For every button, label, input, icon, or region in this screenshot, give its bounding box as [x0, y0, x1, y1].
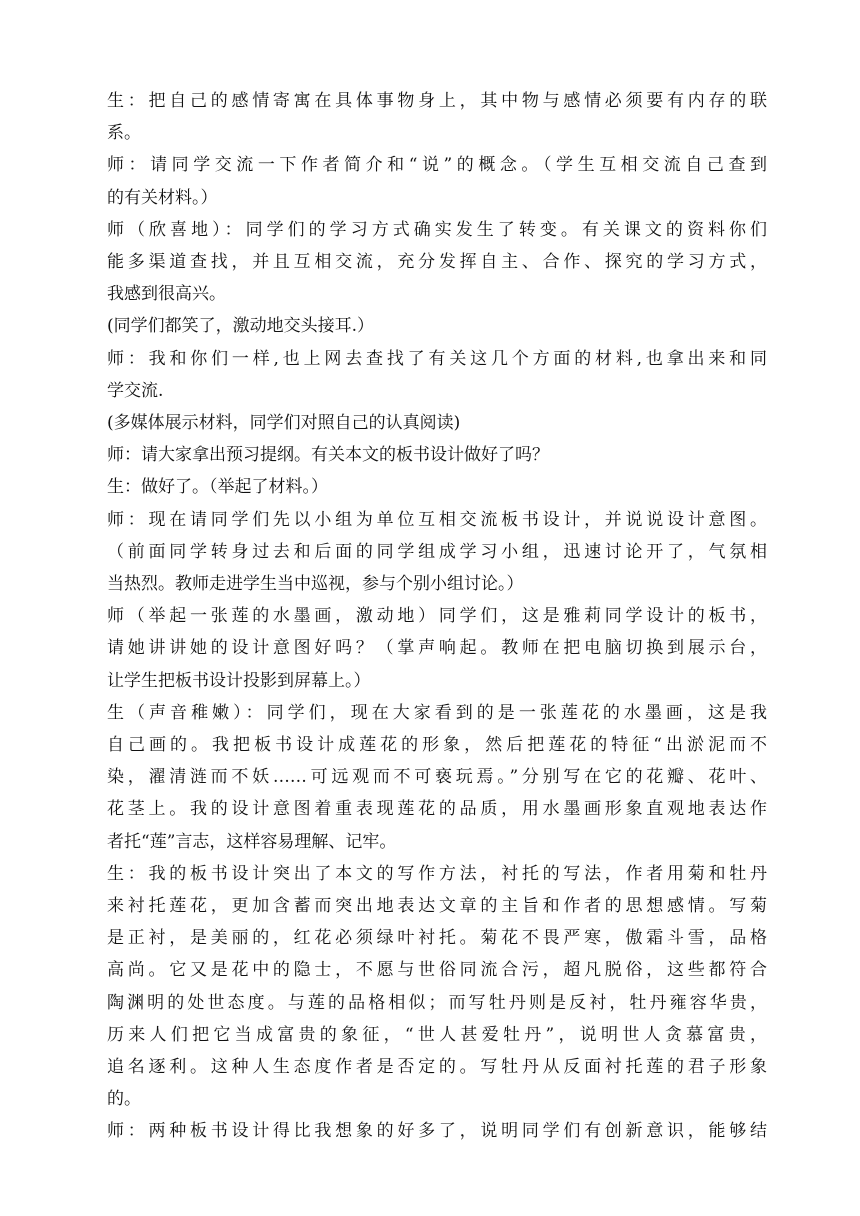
- transcript-line: 让学生把板书设计投影到屏幕上。）: [107, 671, 371, 691]
- transcript-line: 生：做好了。（举起了材料。）: [107, 477, 328, 497]
- transcript-line: 师：两种板书设计得比我想象的好多了，说明同学们有创新意识，能够结: [107, 1121, 767, 1141]
- transcript-line: 追名逐利。这种人生态度作者是否定的。写牡丹从反面衬托莲的君子形象: [107, 1057, 767, 1077]
- transcript-line: 师：我和你们一样,也上网去查找了有关这几个方面的材料,也拿出来和同: [107, 349, 767, 369]
- transcript-line: 的有关材料。）: [107, 188, 218, 208]
- transcript-line: 历来人们把它当成富贵的象征，“世人甚爱牡丹”，说明世人贪慕富贵，: [107, 1025, 767, 1045]
- transcript-line: 我感到很高兴。: [107, 284, 226, 304]
- transcript-line: 生：把自己的感情寄寓在具体事物身上，其中物与感情必须要有内存的联: [107, 91, 767, 111]
- transcript-line: （前面同学转身过去和后面的同学组成学习小组，迅速讨论开了，气氛相: [107, 542, 767, 562]
- transcript-line: 生（声音稚嫩）：同学们，现在大家看到的是一张莲花的水墨画，这是我: [107, 703, 767, 723]
- transcript-line: 系。: [107, 123, 141, 143]
- transcript-line: 生：我的板书设计突出了本文的写作方法，衬托的写法，作者用菊和牡丹: [107, 864, 767, 884]
- transcript-line: 师（举起一张莲的水墨画，激动地）同学们，这是雅莉同学设计的板书，: [107, 606, 767, 626]
- transcript-line: 师：现在请同学们先以小组为单位互相交流板书设计，并说说设计意图。: [107, 510, 767, 530]
- transcript-line: 师：请大家拿出预习提纲。有关本文的板书设计做好了吗？: [107, 445, 549, 465]
- transcript-line: (同学们都笑了，激动地交头接耳.）: [107, 316, 375, 336]
- transcript-line: 自己画的。我把板书设计成莲花的形象，然后把莲花的特征“出淤泥而不: [107, 735, 767, 755]
- transcript-line: 师（欣喜地）：同学们的学习方式确实发生了转变。有关课文的资料你们: [107, 220, 767, 240]
- transcript-line: 的。: [107, 1089, 141, 1109]
- transcript-line: (多媒体展示材料，同学们对照自己的认真阅读): [107, 413, 461, 433]
- transcript-line: 师：请同学交流一下作者简介和“说”的概念。（学生互相交流自己查到: [107, 155, 767, 175]
- transcript-line: 花茎上。我的设计意图着重表现莲花的品质，用水墨画形象直观地表达作: [107, 799, 767, 819]
- transcript-line: 学交流.: [107, 381, 164, 401]
- transcript-line: 当热烈。教师走进学生当中巡视，参与个别小组讨论。）: [107, 574, 524, 594]
- transcript-line: 是正衬，是美丽的，红花必须绿叶衬托。菊花不畏严寒，傲霜斗雪，品格: [107, 928, 767, 948]
- transcript-line: 者托“莲”言志，这样容易理解、记牢。: [107, 832, 397, 852]
- transcript-line: 来衬托莲花，更加含蓄而突出地表达文章的主旨和作者的思想感情。写菊: [107, 896, 767, 916]
- transcript-line: 请她讲讲她的设计意图好吗？（掌声响起。教师在把电脑切换到展示台，: [107, 638, 767, 658]
- transcript-line: 陶渊明的处世态度。与莲的品格相似；而写牡丹则是反衬，牡丹雍容华贵，: [107, 993, 767, 1013]
- transcript-line: 能多渠道查找，并且互相交流，充分发挥自主、合作、探究的学习方式，: [107, 252, 767, 272]
- transcript-line: 染，濯清涟而不妖……可远观而不可亵玩焉。”分别写在它的花瓣、花叶、: [107, 767, 767, 787]
- transcript-line: 高尚。它又是花中的隐士，不愿与世俗同流合污，超凡脱俗，这些都符合: [107, 960, 767, 980]
